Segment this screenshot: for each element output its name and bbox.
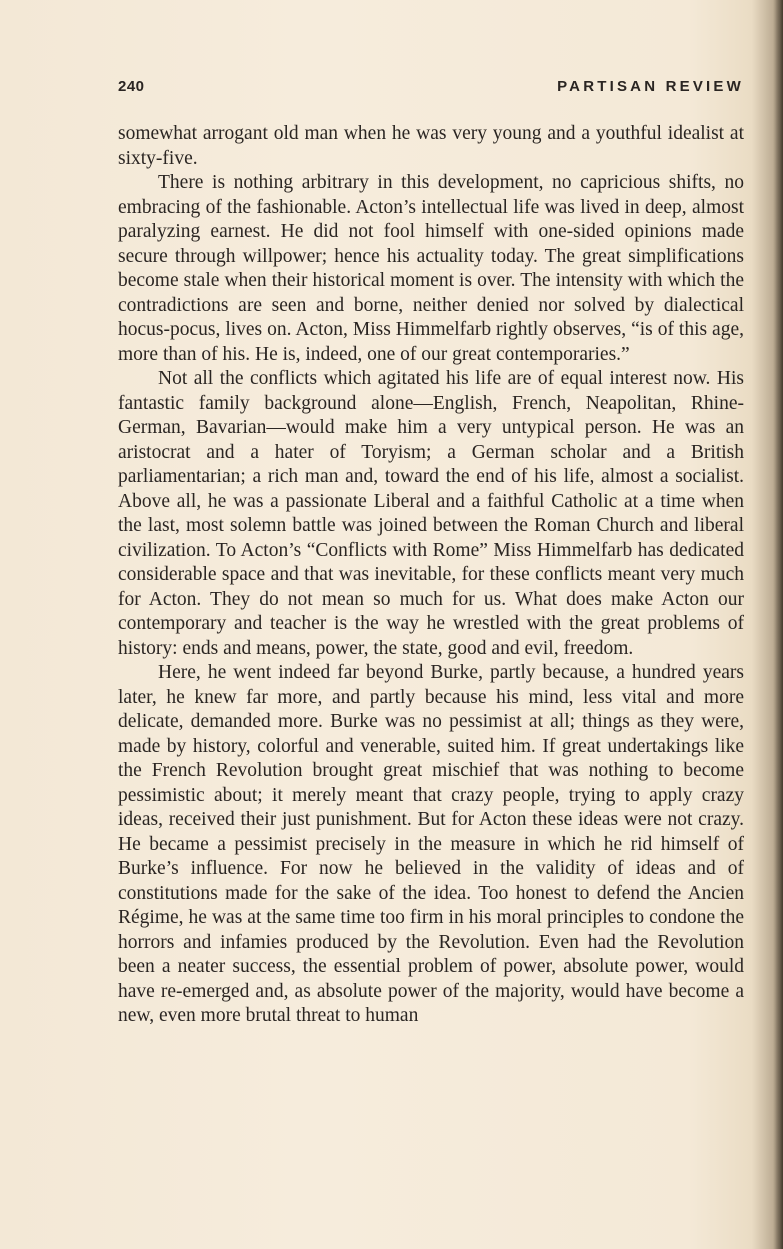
page-number: 240 bbox=[118, 78, 145, 95]
journal-title: PARTISAN REVIEW bbox=[557, 78, 744, 95]
body-text bbox=[118, 122, 744, 1029]
paragraph-2: There is nothing arbitrary in this development, no capricious shifts, no embracing of the fashionable. Acton’s intellectual life was lived in deep, almost paralyzing earnest. He did not fool himself with one-sided opinions made secure through willpower; hence his actuality today. The great simplifications become stale when their historical moment is over. The intensity with which the contradictions are seen and borne, neither denied nor solved by dialectical hocus-pocus, lives on. Acton, Miss Himmelfarb rightly observes, “is of this age, more than of his. He is, indeed, one of our great contemporaries.” bbox=[118, 172, 744, 365]
paragraph-1: somewhat arrogant old man when he was very young and a youthful idealist at sixty-five. bbox=[118, 123, 744, 169]
running-head bbox=[118, 78, 744, 102]
paragraph-4: Here, he went indeed far beyond Burke, partly because, a hundred years later, he knew far more, and partly because his mind, less vital and more delicate, demanded more. Burke was no pessimist at all; things as they were, made by history, colorful and venerable, suited him. If great undertakings like the French Revolution brought great mischief that was nothing to become pessimistic about; it merely meant that crazy people, trying to apply crazy ideas, received their just punishment. But for Acton these ideas were not crazy. He became a pessimist precisely in the measure in which he rid himself of Burke’s influence. For now he believed in the validity of ideas and of constitutions made for the sake of the idea. Too honest to defend the Ancien Régime, he was at the same time too firm in his moral principles to condone the horrors and infamies produced by the Revolution. Even had the Revolution been a neater success, the essential problem of power, absolute power, would have re-emerged and, as absolute power of the majority, would have become a new, even more brutal threat to human bbox=[118, 662, 744, 1026]
page-edge-shadow bbox=[773, 0, 783, 1249]
paragraph-3: Not all the conflicts which agitated his life are of equal interest now. His fantastic family background alone—English, French, Neapolitan, Rhine-German, Bavarian—would make him a very untypical person. He was an aristocrat and a hater of Toryism; a German scholar and a British parliamentarian; a rich man and, toward the end of his life, almost a socialist. Above all, he was a passionate Liberal and a faithful Catholic at a time when the last, most solemn battle was joined between the Roman Church and liberal civilization. To Acton’s “Conflicts with Rome” Miss Himmelfarb has dedicated considerable space and that was inevitable, for these conflicts meant very much for Acton. They do not mean so much for us. What does make Acton our contemporary and teacher is the way he wrestled with the great problems of history: ends and means, power, the state, good and evil, freedom. bbox=[118, 368, 744, 659]
